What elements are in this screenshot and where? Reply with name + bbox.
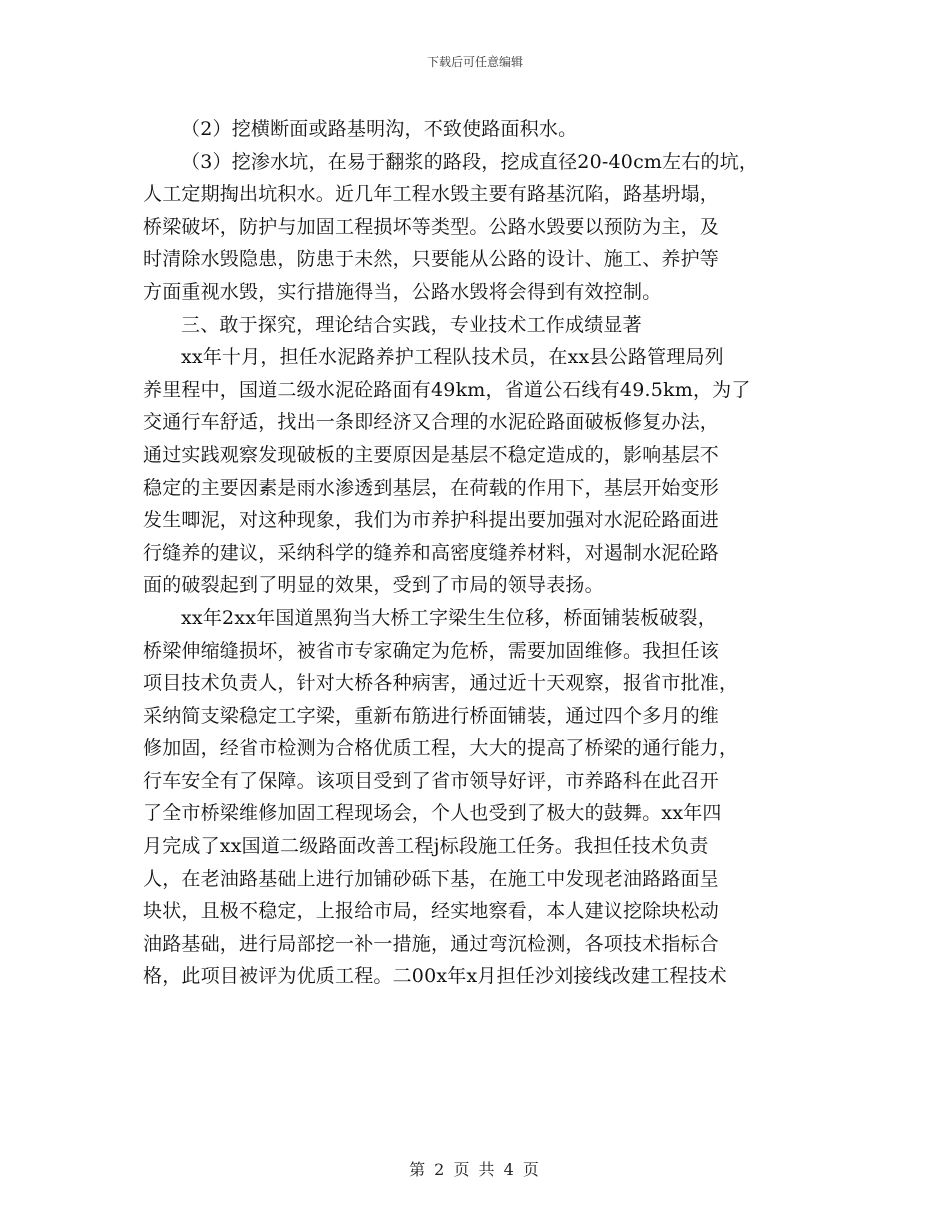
- text-line: 修加固，经省市检测为合格优质工程，大大的提高了桥梁的通行能力，: [143, 737, 739, 760]
- text-line: 行车安全有了保障。该项目受到了省市领导好评，市养路科在此召开: [143, 769, 720, 792]
- text-line: 通过实践观察发现破板的主要原因是基层不稳定造成的，影响基层不: [143, 443, 720, 466]
- text-line: 时清除水毁隐患，防患于未然，只要能从公路的设计、施工、养护等: [143, 248, 720, 271]
- text-line: 方面重视水毁，实行措施得当，公路水毁将会得到有效控制。: [143, 280, 662, 303]
- text-line: 桥梁破坏，防护与加固工程损坏等类型。公路水毁要以预防为主，及: [143, 215, 720, 238]
- text-line: 格，此项目被评为优质工程。二00x年x月担任沙刘接线改建工程技术: [143, 965, 728, 988]
- text-line: 桥梁伸缩缝损坏，被省市专家确定为危桥，需要加固维修。我担任该: [143, 639, 720, 662]
- text-line: 交通行车舒适，找出一条即经济又合理的水泥砼路面破板修复办法，: [143, 411, 720, 434]
- text-line: （3）挖渗水坑，在易于翻浆的路段，挖成直径20-40cm左右的坑，: [181, 150, 759, 173]
- text-line: 面的破裂起到了明显的效果，受到了市局的领导表扬。: [143, 574, 604, 597]
- text-line: （2）挖横断面或路基明沟，不致使路面积水。: [181, 118, 578, 140]
- text-line: 稳定的主要因素是雨水渗透到基层，在荷载的作用下，基层开始变形: [143, 476, 720, 499]
- page-number: 第 2 页 共 4 页: [409, 1160, 541, 1179]
- text-line: 块状，且极不稳定，上报给市局，经实地察看，本人建议挖除块松动: [143, 900, 720, 923]
- text-line: 了全市桥梁维修加固工程现场会，个人也受到了极大的鼓舞。xx年四: [143, 802, 722, 825]
- page-header: 下载后可任意编辑: [426, 55, 523, 69]
- text-line: 采纳简支梁稳定工字梁，重新布筋进行桥面铺装，通过四个多月的维: [143, 704, 720, 727]
- text-line: 行缝养的建议，采纳科学的缝养和高密度缝养材料，对遏制水泥砼路: [143, 541, 720, 564]
- text-line: 三、敢于探究，理论结合实践，专业技术工作成绩显著: [181, 313, 642, 336]
- text-line: 发生唧泥，对这种现象，我们为市养护科提出要加强对水泥砼路面进: [143, 509, 720, 532]
- text-line: 月完成了xx国道二级路面改善工程j标段施工任务。我担任技术负责: [143, 835, 709, 858]
- text-line: 人，在老油路基础上进行加铺砂砾下基，在施工中发现老油路路面呈: [143, 867, 720, 890]
- text-line: 人工定期掏出坑积水。近几年工程水毁主要有路基沉陷，路基坍塌，: [143, 183, 720, 206]
- text-line: 油路基础，进行局部挖一补一措施，通过弯沉检测，各项技术指标合: [143, 932, 720, 955]
- text-line: xx年2xx年国道黑狗当大桥工字梁生生位移，桥面铺装板破裂，: [181, 606, 717, 629]
- text-line: 项目技术负责人，针对大桥各种病害，通过近十天观察，报省市批准，: [143, 672, 739, 695]
- document-body: [143, 113, 823, 993]
- text-line: 养里程中，国道二级水泥砼路面有49km，省道公石线有49.5km，为了: [143, 378, 751, 401]
- text-line: xx年十月，担任水泥路养护工程队技术员，在xx县公路管理局列: [181, 346, 724, 369]
